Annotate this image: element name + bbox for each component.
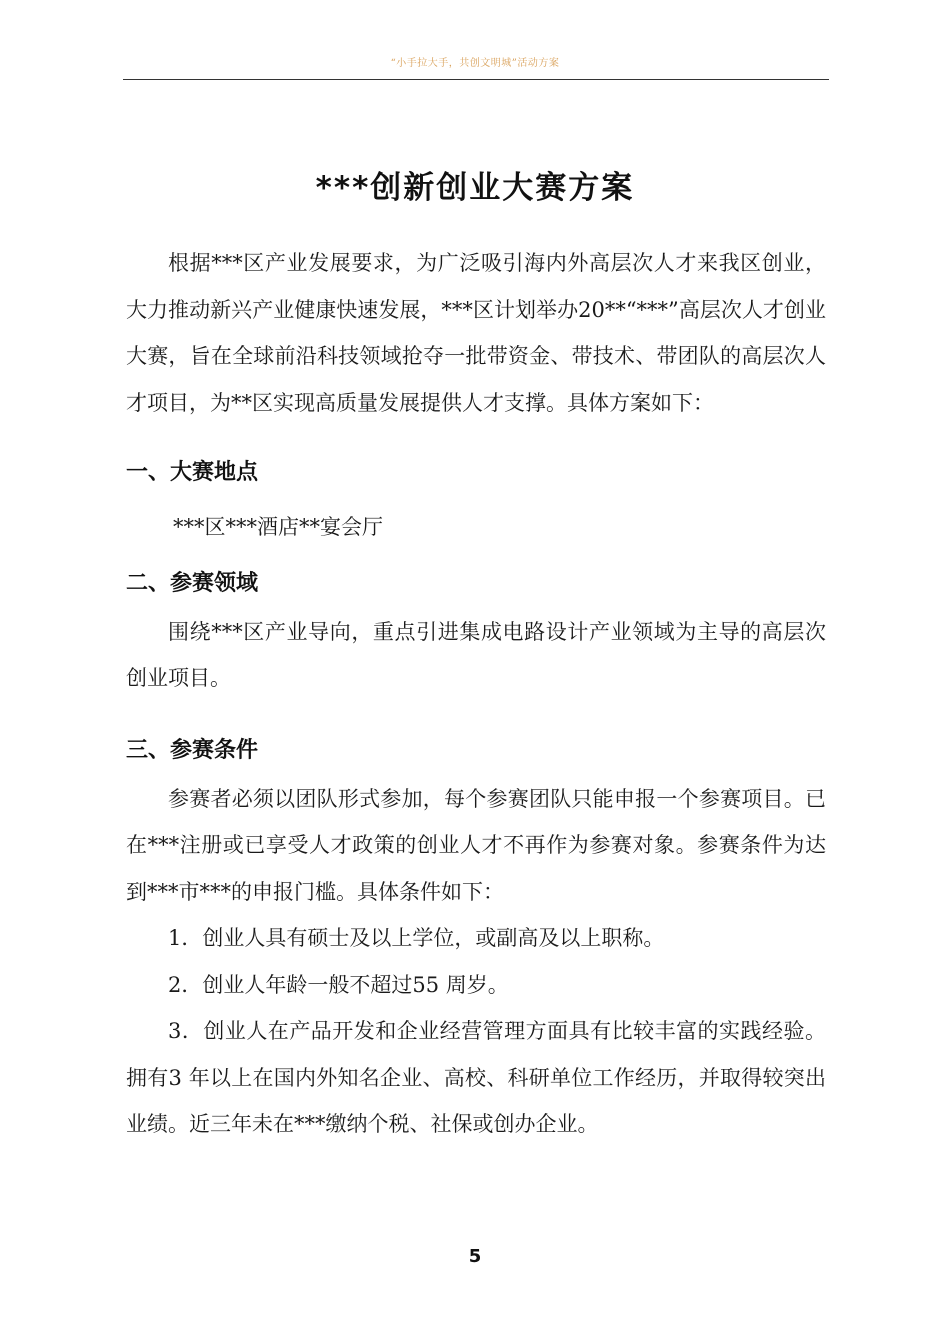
condition-item-3: 3．创业人在产品开发和企业经营管理方面具有比较丰富的实践经验。拥有3 年以上在国内外知名企业、高校、科研单位工作经历，并取得较突出业绩。近三年未在***缴纳个税、社保或创办企业。 xyxy=(126,1019,826,1136)
document-title: ***创新创业大赛方案 xyxy=(315,170,635,206)
section-body-fields: 围绕***区产业导向，重点引进集成电路设计产业领域为主导的高层次创业项目。 xyxy=(126,619,826,690)
running-header: “小手拉大手，共创文明城”活动方案 xyxy=(390,58,560,69)
intro-paragraph: 根据***区产业发展要求，为广泛吸引海内外高层次人才来我区创业，大力推动新兴产业健康快速发展，***区计划举办20**“***”高层次人才创业大赛，旨在全球前沿科技领域抢夺一批带资金、带技术、带团队的高层次人才项目，为**区实现高质量发展提供人才支撑。具体方案如下： xyxy=(126,251,826,415)
section-heading-venue: 一、大赛地点 xyxy=(126,460,259,485)
page-number: 5 xyxy=(468,1246,482,1267)
section-body-conditions: 参赛者必须以团队形式参加，每个参赛团队只能申报一个参赛项目。已在***注册或已享受人才政策的创业人才不再作为参赛对象。参赛条件为达到***市***的申报门槛。具体条件如下： xyxy=(126,786,826,904)
document-body xyxy=(126,240,826,1148)
header-divider xyxy=(123,79,829,80)
section-body-venue: ***区***酒店**宴会厅 xyxy=(173,515,383,539)
condition-item-1: 1．创业人具有硕士及以上学位，或副高及以上职称。 xyxy=(168,926,665,950)
section-heading-fields: 二、参赛领域 xyxy=(126,570,259,596)
condition-item-2: 2．创业人年龄一般不超过55 周岁。 xyxy=(168,972,509,997)
section-heading-conditions: 三、参赛条件 xyxy=(126,737,259,763)
